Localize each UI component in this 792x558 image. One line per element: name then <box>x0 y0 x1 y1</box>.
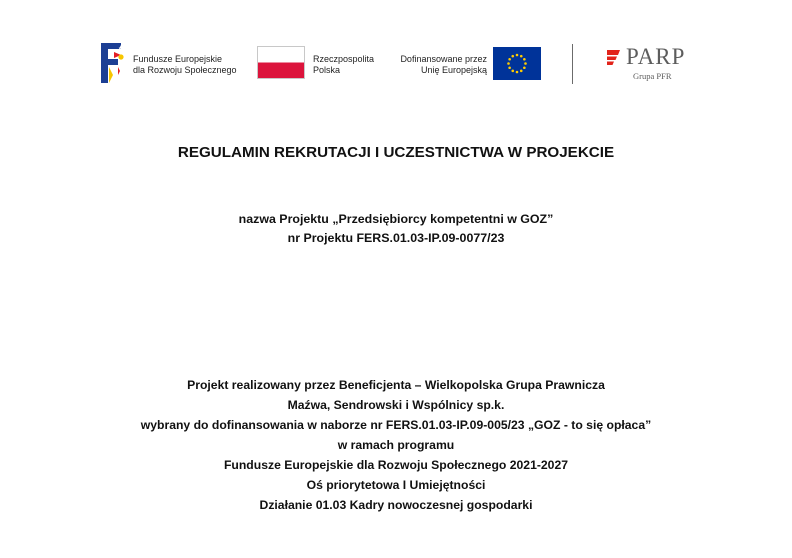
project-info <box>0 210 792 248</box>
eu-caption-line-1: Dofinansowane przez <box>400 54 487 64</box>
project-number-line: nr Projektu FERS.01.03-IP.09-0077/23 <box>287 231 505 245</box>
program-line: Projekt realizowany przez Beneficjenta – Wielkopolska Grupa Prawnicza <box>187 378 605 392</box>
eu-logo-caption <box>395 54 487 76</box>
fe-caption-line-1: Fundusze Europejskie <box>133 54 223 64</box>
fe-logo-caption <box>133 54 237 76</box>
logo-bar <box>0 0 792 110</box>
eu-caption-line-2: Unię Europejską <box>420 65 487 75</box>
program-line: wybrany do dofinansowania w naborze nr FERS.01.03-IP.09-005/23 „GOZ - to się opłaca” <box>140 418 652 432</box>
project-name-line: nazwa Projektu „Przedsiębiorcy kompetentni w GOZ” <box>238 212 554 226</box>
program-line: Działanie 01.03 Kadry nowoczesnej gospodarki <box>259 498 533 512</box>
program-info <box>0 375 792 515</box>
eu-flag-icon <box>493 47 541 80</box>
fe-caption-line-2: dla Rozwoju Społecznego <box>133 65 237 75</box>
program-line: Fundusze Europejskie dla Rozwoju Społecznego 2021-2027 <box>223 458 569 472</box>
parp-logo-icon <box>605 49 622 66</box>
parp-logo-text: PARP <box>626 44 686 69</box>
rp-caption-line-1: Rzeczpospolita <box>313 54 375 64</box>
parp-logo-subtitle: Grupa PFR <box>633 71 672 81</box>
document-title: REGULAMIN REKRUTACJI I UCZESTNICTWA W PROJEKCIE <box>177 144 615 161</box>
program-line: w ramach programu <box>337 438 455 452</box>
program-line: Oś priorytetowa I Umiejętności <box>306 478 486 492</box>
logo-divider <box>572 44 573 84</box>
fundusze-europejskie-logo-icon <box>101 43 127 83</box>
program-line: Maźwa, Sendrowski i Wspólnicy sp.k. <box>287 398 505 412</box>
polish-flag-icon <box>257 46 305 79</box>
rp-caption-line-2: Polska <box>313 65 341 75</box>
rp-logo-caption <box>313 54 374 76</box>
